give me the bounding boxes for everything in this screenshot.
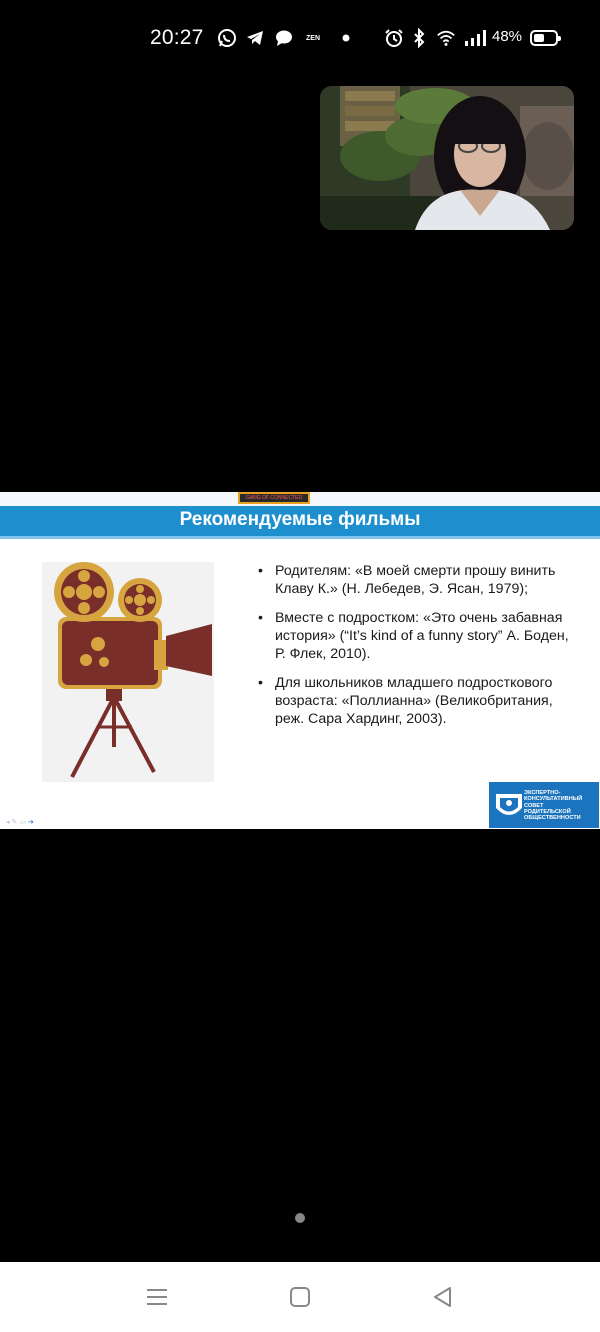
council-logo	[489, 782, 599, 828]
slide-bullet-item: • Вместе с подростком: «Это очень забавная история» (“It’s kind of a funny story” А. Боден, Р. Флек, 2010).	[258, 609, 578, 663]
page-indicator-dot	[295, 1213, 305, 1223]
slide-menu-icon[interactable]: ▭	[19, 819, 29, 826]
home-button[interactable]	[285, 1282, 315, 1312]
webcam-image	[320, 86, 574, 230]
back-button[interactable]	[428, 1282, 458, 1312]
slide-nav-controls[interactable]	[6, 818, 36, 826]
menu-icon	[142, 1282, 172, 1312]
slide-top-banner-text: GANG OF CONNECTED	[240, 494, 308, 502]
council-emblem-icon	[492, 782, 526, 828]
wifi-icon	[436, 28, 456, 48]
back-icon	[428, 1282, 458, 1312]
self-video-tile[interactable]	[320, 86, 574, 230]
battery-level-fill	[534, 34, 544, 42]
home-icon	[285, 1282, 315, 1312]
status-time: 20:27	[150, 26, 204, 49]
signal-icon	[464, 28, 488, 48]
slide-bullet-item: • Родителям: «В моей смерти прошу винить Клаву К.» (Н. Лебедев, Э. Ясан, 1979);	[258, 562, 578, 598]
film-camera-icon	[42, 562, 214, 782]
whatsapp-icon	[217, 28, 237, 48]
zen-icon	[303, 28, 323, 48]
bluetooth-icon	[409, 28, 429, 48]
battery-percent: 48%	[492, 28, 523, 45]
presentation-slide[interactable]	[0, 492, 600, 829]
navigation-bar	[0, 1262, 600, 1332]
telegram-icon	[245, 28, 265, 48]
council-logo-text: ЭКСПЕРТНО- КОНСУЛЬТАТИВНЫЙ СОВЕТ РОДИТЕЛЬСКОЙ ОБЩЕСТВЕННОСТИ	[524, 790, 583, 822]
chat-bubble-icon	[274, 28, 294, 48]
slide-bullet-item: • Для школьников младшего подросткового возраста: «Поллианна» (Великобритания, реж. Сара Хардинг, 2003).	[258, 674, 578, 728]
status-bar	[0, 0, 600, 76]
slide-prev-icon[interactable]: ◂	[6, 819, 12, 826]
slide-top-banner	[238, 492, 310, 504]
slide-next-icon[interactable]: ➔	[28, 819, 36, 826]
film-camera-image	[42, 562, 214, 782]
battery-icon	[530, 30, 558, 46]
dot-icon	[336, 28, 356, 48]
alarm-icon	[384, 28, 404, 48]
slide-title: Рекомендуемые фильмы	[179, 509, 421, 530]
slide-header-divider	[0, 536, 600, 539]
slide-bullet-list	[258, 562, 578, 739]
zen-label: ZEN	[306, 34, 320, 42]
slide-pen-icon[interactable]: ✎	[11, 819, 20, 826]
menu-button[interactable]	[142, 1282, 172, 1312]
